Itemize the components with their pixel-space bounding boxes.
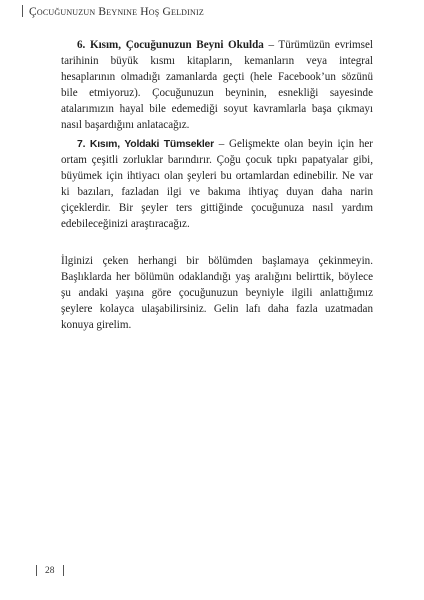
section-title: 6. Kısım, Çocuğunuzun Beyni Okulda — [77, 39, 264, 51]
header-divider — [22, 5, 23, 17]
section-paragraph — [61, 38, 373, 133]
section-paragraph — [61, 137, 373, 232]
running-head — [22, 5, 204, 18]
closing-paragraph: İlginizi çeken herhangi bir bölümden başlamaya çekinmeyin. Başlıklarda her bölümün odaklandığı yaş aralığını belirttik, böylece şu andaki yaşına göre çocuğunuzun beyniyle ilgili anlattığımız şeylere kolayca ulaşabilirsiniz. Gelin lafı daha fazla uzatmadan konuya girelim. — [61, 254, 373, 331]
footer-divider-right — [63, 565, 64, 576]
page-footer — [36, 565, 64, 576]
page-body — [61, 38, 373, 333]
section-text: – Türümüzün evrimsel tarihinin büyük kısmı kitapların, kemanların veya integral hesaplarının olmadığı zamanlarda geçti (hele Facebook’un sözünü bile etmiyoruz). Çocuğunuzun beyninin, esnekliği sayesinde atalarımızın hayal bile edemediği soyut kavramlarla başa çıkmayı nasıl başardığını anlatacağız. — [61, 39, 373, 131]
page-number: 28 — [45, 565, 55, 576]
running-title: Çocuğunuzun Beynine Hoş Geldiniz — [29, 6, 204, 18]
footer-divider-left — [36, 565, 37, 576]
section-title: 7. Kısım, Yoldaki Tümsekler — [77, 139, 214, 151]
section-text: – Gelişmekte olan beyin için her ortam çeşitli zorluklar barındırır. Çoğu çocuk tıpkı papatyalar gibi, büyümek için ihtiyacı olan şeyleri bu ortamlardan edinebilir. Ne var ki bazıları, fazladan ilgi ve bakıma ihtiyaç duyan daha narin çiçeklerdir. Bir şeyler ters gittiğinde çocuğunuza nasıl yardım edebileceğinizi araştıracağız. — [61, 138, 373, 230]
